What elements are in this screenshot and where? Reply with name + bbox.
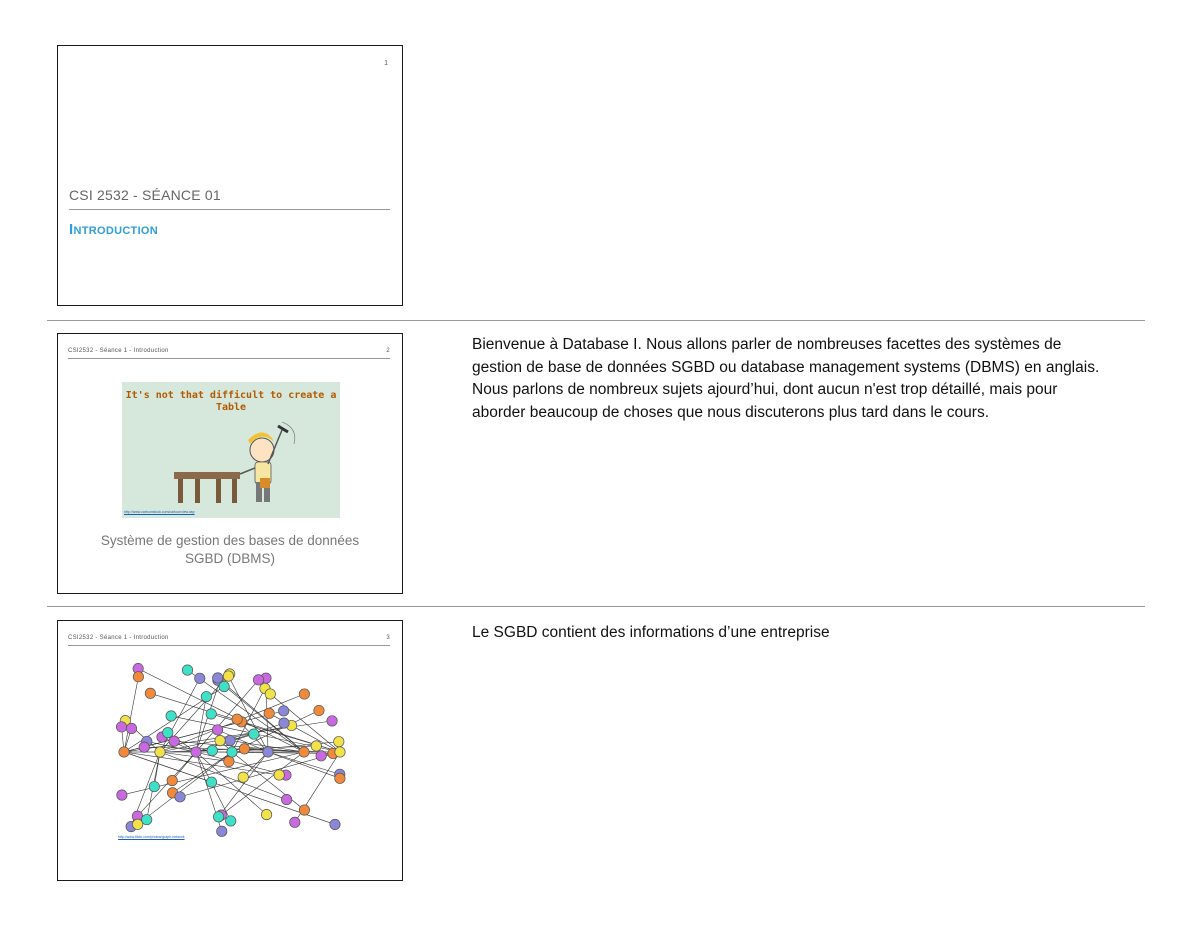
network-node [274, 770, 284, 780]
network-node [265, 689, 275, 699]
network-node [299, 747, 309, 757]
cartoon-table-illustration [122, 382, 340, 518]
network-node [327, 716, 337, 726]
slide-thumbnail-1[interactable] [57, 45, 403, 306]
network-node [139, 742, 149, 752]
network-node [314, 705, 324, 715]
network-node [215, 735, 225, 745]
network-node [225, 735, 235, 745]
slide-header-text: CSI2532 - Séance 1 - Introduction [68, 635, 169, 641]
slide-notes-3: Le SGBD contient des informations d’une entreprise [472, 624, 830, 641]
network-edge [124, 677, 138, 752]
network-node [149, 781, 159, 791]
title-divider [69, 209, 390, 210]
network-node [335, 747, 345, 757]
network-node [206, 709, 216, 719]
network-node [119, 747, 129, 757]
slide-number: 3 [386, 635, 390, 641]
network-node [142, 814, 152, 824]
network-node [264, 708, 274, 718]
network-node [213, 812, 223, 822]
network-node [195, 673, 205, 683]
network-node [239, 744, 249, 754]
network-node [311, 741, 321, 751]
slide-separator [47, 320, 1145, 321]
network-node [133, 672, 143, 682]
network-node [166, 711, 176, 721]
network-node [238, 772, 248, 782]
network-edge [172, 752, 196, 781]
slide-header-text: CSI2532 - Séance 1 - Introduction [68, 348, 169, 354]
image-source-link[interactable]: http://www.flickr.com/photos/graph-network [118, 835, 185, 839]
network-node [217, 826, 227, 836]
network-node [213, 673, 223, 683]
slide-subtitle: Introduction [69, 221, 159, 238]
network-edge [173, 752, 232, 793]
network-node [116, 722, 126, 732]
network-node [201, 691, 211, 701]
network-node [335, 773, 345, 783]
network-node [182, 665, 192, 675]
slide-caption [58, 532, 402, 568]
network-node [263, 747, 273, 757]
network-node [330, 819, 340, 829]
network-node [227, 747, 237, 757]
slide-thumbnail-2[interactable] [57, 333, 403, 594]
cartoon-caption: It's not that difficult to create a Table [125, 390, 337, 413]
network-node [226, 816, 236, 826]
network-node [212, 725, 222, 735]
slide-number: 2 [386, 348, 390, 354]
network-node [281, 794, 291, 804]
network-node [261, 809, 271, 819]
network-node [167, 775, 177, 785]
network-node [206, 777, 216, 787]
network-node [175, 792, 185, 802]
network-node [145, 688, 155, 698]
network-node [334, 736, 344, 746]
network-node [219, 681, 229, 691]
network-node [163, 727, 173, 737]
slide-notes-2: Bienvenue à Database I. Nous allons parler de nombreuses facettes des systèmes de gestion de base de données SGBD ou database management systems (DBMS) en anglais. Nous parlons de nombreux sujets ajourd’hui, dont aucun n'est trop détaillé, mais pour aborder beaucoup de choses que nous discuterons plus tard dans le cours. [472, 336, 1100, 421]
network-node [299, 805, 309, 815]
network-node [117, 790, 127, 800]
network-node [223, 671, 233, 681]
network-node [279, 718, 289, 728]
network-node [169, 736, 179, 746]
network-node [126, 723, 136, 733]
slide-thumbnail-3[interactable] [57, 620, 403, 881]
network-node [249, 729, 259, 739]
network-node [207, 745, 217, 755]
caption-line-1: Système de gestion des bases de données [100, 533, 360, 548]
slide-separator [47, 606, 1145, 607]
network-node [253, 675, 263, 685]
network-node [232, 714, 242, 724]
network-node [278, 706, 288, 716]
network-node [316, 751, 326, 761]
network-node [155, 747, 165, 757]
network-node [191, 747, 201, 757]
slide-number: 1 [384, 60, 388, 67]
image-source-link[interactable]: http://www.cartoonstock.com/cartoonview.asp [124, 510, 195, 514]
network-node [299, 689, 309, 699]
network-node [224, 756, 234, 766]
caption-line-2: SGBD (DBMS) [184, 551, 275, 566]
network-graph-image [58, 621, 403, 881]
slide-title: CSI 2532 - SÉANCE 01 [69, 187, 221, 203]
slide-header [68, 348, 390, 359]
network-node [290, 817, 300, 827]
cartoon-image [122, 382, 340, 518]
